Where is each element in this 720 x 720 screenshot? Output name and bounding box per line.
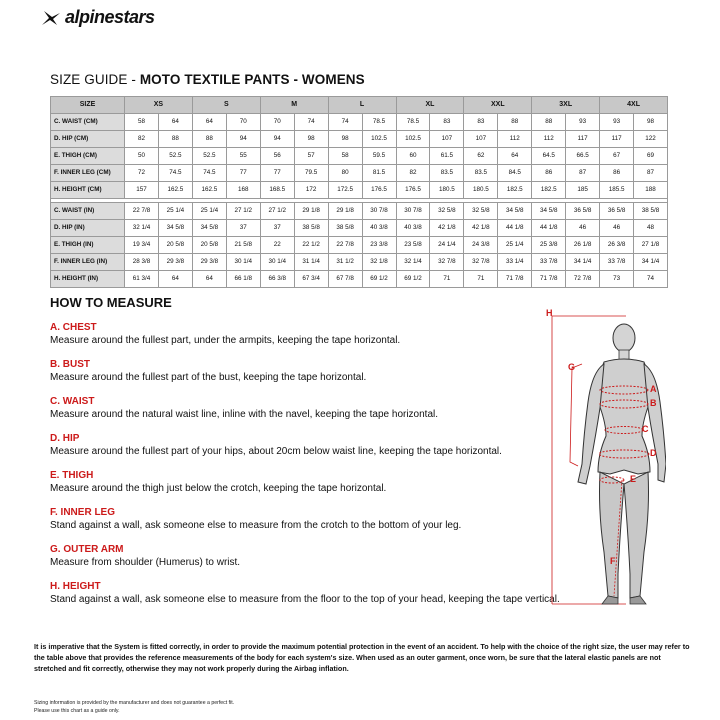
measure-description: Measure around the fullest part of the bust, keeping the tape horizontal. — [50, 372, 367, 383]
table-cell: 77 — [260, 165, 294, 182]
table-cell: 64.5 — [532, 148, 566, 165]
table-cell: 176.5 — [362, 182, 396, 199]
table-cell: 93 — [566, 114, 600, 131]
table-cell: 64 — [158, 271, 192, 288]
table-cell: 188 — [634, 182, 668, 199]
row-label: E. THIGH (CM) — [51, 148, 125, 165]
table-cell: 37 — [260, 220, 294, 237]
table-cell: 34 5/8 — [498, 203, 532, 220]
table-cell: 33 1/4 — [498, 254, 532, 271]
row-label: D. HIP (IN) — [51, 220, 125, 237]
table-cell: 44 1/8 — [532, 220, 566, 237]
row-label: H. HEIGHT (CM) — [51, 182, 125, 199]
table-cell: 29 3/8 — [192, 254, 226, 271]
measure-item — [50, 507, 570, 532]
table-cell: 83.5 — [430, 165, 464, 182]
table-cell: 74 — [294, 114, 328, 131]
measure-heading: B. BUST — [50, 359, 90, 370]
measure-description: Stand against a wall, ask someone else to measure from the crotch to the bottom of your leg. — [50, 520, 462, 531]
measure-description: Measure around the fullest part of your hips, about 20cm below waist line, keeping the tape horizontal. — [50, 446, 502, 457]
table-cell: 25 3/8 — [532, 237, 566, 254]
body-measurement-figure — [546, 308, 666, 612]
table-cell: 88 — [158, 131, 192, 148]
measure-item — [50, 322, 570, 347]
table-cell: 52.5 — [158, 148, 192, 165]
size-header-cell: XXL — [464, 97, 532, 114]
table-cell: 26 3/8 — [600, 237, 634, 254]
table-cell: 40 3/8 — [396, 220, 430, 237]
table-cell: 34 5/8 — [532, 203, 566, 220]
table-cell: 34 1/4 — [634, 254, 668, 271]
measure-description: Measure around the fullest part, under the armpits, keeping the tape horizontal. — [50, 335, 401, 346]
size-header-cell: XS — [125, 97, 193, 114]
measure-heading: E. THIGH — [50, 470, 94, 481]
row-label: C. WAIST (CM) — [51, 114, 125, 131]
table-row — [51, 220, 668, 237]
table-cell: 58 — [328, 148, 362, 165]
row-label: C. WAIST (IN) — [51, 203, 125, 220]
measure-heading: A. CHEST — [50, 322, 97, 333]
table-cell: 77 — [226, 165, 260, 182]
table-cell: 32 7/8 — [464, 254, 498, 271]
measure-item — [50, 433, 570, 458]
figure-label-g: G — [568, 362, 576, 372]
table-cell: 168.5 — [260, 182, 294, 199]
table-cell: 172.5 — [328, 182, 362, 199]
table-cell: 180.5 — [464, 182, 498, 199]
table-cell: 185 — [566, 182, 600, 199]
title-prefix: SIZE GUIDE - — [50, 72, 140, 87]
table-cell: 34 5/8 — [192, 220, 226, 237]
table-cell: 26 1/8 — [566, 237, 600, 254]
table-cell: 32 5/8 — [430, 203, 464, 220]
table-cell: 34 1/4 — [566, 254, 600, 271]
table-cell: 176.5 — [396, 182, 430, 199]
measure-item — [50, 396, 570, 421]
table-cell: 64 — [498, 148, 532, 165]
table-row — [51, 271, 668, 288]
table-cell: 32 5/8 — [464, 203, 498, 220]
size-header-cell: XL — [396, 97, 464, 114]
table-cell: 71 7/8 — [532, 271, 566, 288]
table-cell: 78.5 — [396, 114, 430, 131]
page-title — [50, 72, 365, 87]
table-cell: 71 — [430, 271, 464, 288]
table-cell: 66 3/8 — [260, 271, 294, 288]
table-cell: 71 7/8 — [498, 271, 532, 288]
row-label: H. HEIGHT (IN) — [51, 271, 125, 288]
table-cell: 24 1/4 — [430, 237, 464, 254]
table-cell: 22 — [260, 237, 294, 254]
table-cell: 55 — [226, 148, 260, 165]
measure-item — [50, 544, 570, 569]
figure-label-c: C — [642, 424, 649, 434]
size-header-cell: S — [192, 97, 260, 114]
table-cell: 27 1/8 — [634, 237, 668, 254]
measure-heading: H. HEIGHT — [50, 581, 101, 592]
table-cell: 34 5/8 — [158, 220, 192, 237]
table-cell: 182.5 — [532, 182, 566, 199]
table-cell: 87 — [566, 165, 600, 182]
table-cell: 86 — [532, 165, 566, 182]
table-cell: 32 7/8 — [430, 254, 464, 271]
table-cell: 168 — [226, 182, 260, 199]
table-cell: 22 7/8 — [125, 203, 159, 220]
row-label: D. HIP (CM) — [51, 131, 125, 148]
measure-heading: F. INNER LEG — [50, 507, 116, 518]
table-cell: 23 5/8 — [396, 237, 430, 254]
table-cell: 29 3/8 — [158, 254, 192, 271]
table-cell: 32 1/8 — [362, 254, 396, 271]
table-cell: 19 3/4 — [125, 237, 159, 254]
table-cell: 82 — [125, 131, 159, 148]
table-cell: 40 3/8 — [362, 220, 396, 237]
measure-heading: D. HIP — [50, 433, 80, 444]
table-cell: 80 — [328, 165, 362, 182]
size-header-label: SIZE — [51, 97, 125, 114]
table-cell: 112 — [498, 131, 532, 148]
table-cell: 46 — [600, 220, 634, 237]
table-cell: 20 5/8 — [192, 237, 226, 254]
table-cell: 69 1/2 — [362, 271, 396, 288]
table-cell: 66.5 — [566, 148, 600, 165]
table-row — [51, 131, 668, 148]
size-table — [50, 96, 668, 288]
table-cell: 61.5 — [430, 148, 464, 165]
table-cell: 62 — [464, 148, 498, 165]
fitting-notice: It is imperative that the System is fitted correctly, in order to provide the maximum potential protection in the event of an accident. To help with the choice of the right size, the user may refer to the table above that provides the reference measurements of the body for each system's size. When used as an outer garment, once worn, be sure that the lateral elastic panels are not stretched and fit correctly, otherwise they may not work properly during the Airbag inflation. — [34, 642, 690, 673]
table-cell: 38 5/8 — [294, 220, 328, 237]
table-cell: 98 — [294, 131, 328, 148]
table-cell: 162.5 — [158, 182, 192, 199]
table-cell: 64 — [192, 271, 226, 288]
table-cell: 30 1/4 — [260, 254, 294, 271]
table-cell: 30 7/8 — [396, 203, 430, 220]
table-cell: 107 — [430, 131, 464, 148]
table-cell: 74.5 — [192, 165, 226, 182]
measure-heading: G. OUTER ARM — [50, 544, 124, 555]
table-cell: 102.5 — [396, 131, 430, 148]
table-cell: 42 1/8 — [464, 220, 498, 237]
figure-label-b: B — [650, 398, 657, 408]
table-cell: 60 — [396, 148, 430, 165]
table-cell: 38 5/8 — [634, 203, 668, 220]
table-cell: 58 — [125, 114, 159, 131]
table-cell: 70 — [260, 114, 294, 131]
size-header-row — [51, 97, 668, 114]
table-cell: 70 — [226, 114, 260, 131]
table-cell: 30 7/8 — [362, 203, 396, 220]
table-cell: 32 1/4 — [396, 254, 430, 271]
brand-name: alpinestars — [65, 7, 155, 27]
table-row — [51, 182, 668, 199]
table-cell: 20 5/8 — [158, 237, 192, 254]
measure-description: Stand against a wall, ask someone else to measure from the floor to the top of your head, keeping the tape vertical. — [50, 594, 560, 605]
table-cell: 112 — [532, 131, 566, 148]
table-cell: 24 3/8 — [464, 237, 498, 254]
table-row — [51, 148, 668, 165]
table-cell: 82 — [396, 165, 430, 182]
table-cell: 88 — [532, 114, 566, 131]
table-cell: 74 — [634, 271, 668, 288]
table-cell: 84.5 — [498, 165, 532, 182]
table-cell: 33 7/8 — [600, 254, 634, 271]
measure-description: Measure from shoulder (Humerus) to wrist. — [50, 557, 241, 568]
size-header-cell: L — [328, 97, 396, 114]
table-cell: 59.5 — [362, 148, 396, 165]
table-cell: 117 — [600, 131, 634, 148]
table-cell: 38 5/8 — [328, 220, 362, 237]
size-table-body — [51, 114, 668, 288]
fine-print-line-1: Sizing information is provided by the manufacturer and does not guarantee a perfect fit. — [34, 700, 235, 706]
how-to-measure-heading: HOW TO MEASURE — [50, 295, 172, 310]
table-cell: 50 — [125, 148, 159, 165]
measure-heading: C. WAIST — [50, 396, 95, 407]
table-cell: 28 3/8 — [125, 254, 159, 271]
table-cell: 83 — [464, 114, 498, 131]
table-cell: 88 — [498, 114, 532, 131]
table-cell: 52.5 — [192, 148, 226, 165]
table-cell: 22 1/2 — [294, 237, 328, 254]
row-label: E. THIGH (IN) — [51, 237, 125, 254]
table-cell: 185.5 — [600, 182, 634, 199]
table-cell: 67 3/4 — [294, 271, 328, 288]
size-header-cell: M — [260, 97, 328, 114]
table-row — [51, 165, 668, 182]
table-cell: 157 — [125, 182, 159, 199]
table-cell: 29 1/8 — [294, 203, 328, 220]
figure-label-e: E — [630, 474, 637, 484]
table-cell: 57 — [294, 148, 328, 165]
table-cell: 79.5 — [294, 165, 328, 182]
table-cell: 31 1/2 — [328, 254, 362, 271]
table-cell: 46 — [566, 220, 600, 237]
table-cell: 29 1/8 — [328, 203, 362, 220]
table-cell: 93 — [600, 114, 634, 131]
table-cell: 21 5/8 — [226, 237, 260, 254]
table-cell: 66 1/8 — [226, 271, 260, 288]
table-cell: 42 1/8 — [430, 220, 464, 237]
table-cell: 36 5/8 — [600, 203, 634, 220]
table-row — [51, 114, 668, 131]
table-cell: 74.5 — [158, 165, 192, 182]
measure-item — [50, 470, 570, 495]
table-cell: 27 1/2 — [260, 203, 294, 220]
table-cell: 32 1/4 — [125, 220, 159, 237]
table-cell: 94 — [226, 131, 260, 148]
table-cell: 37 — [226, 220, 260, 237]
table-cell: 78.5 — [362, 114, 396, 131]
table-cell: 71 — [464, 271, 498, 288]
table-cell: 74 — [328, 114, 362, 131]
table-cell: 72 7/8 — [566, 271, 600, 288]
table-cell: 44 1/8 — [498, 220, 532, 237]
table-cell: 182.5 — [498, 182, 532, 199]
table-cell: 22 7/8 — [328, 237, 362, 254]
size-header-cell: 3XL — [532, 97, 600, 114]
table-cell: 81.5 — [362, 165, 396, 182]
table-cell: 64 — [192, 114, 226, 131]
table-cell: 67 — [600, 148, 634, 165]
row-label: F. INNER LEG (CM) — [51, 165, 125, 182]
table-cell: 61 3/4 — [125, 271, 159, 288]
table-cell: 31 1/4 — [294, 254, 328, 271]
table-cell: 86 — [600, 165, 634, 182]
table-cell: 98 — [328, 131, 362, 148]
figure-label-a: A — [650, 384, 657, 394]
figure-label-f: F — [610, 556, 616, 566]
table-cell: 25 1/4 — [158, 203, 192, 220]
table-row — [51, 237, 668, 254]
brand-logo — [40, 7, 155, 28]
table-cell: 25 1/4 — [498, 237, 532, 254]
table-cell: 83 — [430, 114, 464, 131]
alpinestars-star-icon — [40, 9, 62, 27]
figure-label-h: H — [546, 308, 553, 318]
title-main: MOTO TEXTILE PANTS - WOMENS — [139, 72, 365, 87]
table-cell: 67 7/8 — [328, 271, 362, 288]
table-cell: 30 1/4 — [226, 254, 260, 271]
size-header-cell: 4XL — [600, 97, 668, 114]
table-cell: 122 — [634, 131, 668, 148]
table-cell: 36 5/8 — [566, 203, 600, 220]
table-cell: 73 — [600, 271, 634, 288]
table-cell: 87 — [634, 165, 668, 182]
table-cell: 64 — [158, 114, 192, 131]
table-cell: 117 — [566, 131, 600, 148]
table-cell: 98 — [634, 114, 668, 131]
table-cell: 94 — [260, 131, 294, 148]
measure-item — [50, 581, 570, 606]
table-cell: 102.5 — [362, 131, 396, 148]
table-cell: 162.5 — [192, 182, 226, 199]
measure-description: Measure around the natural waist line, inline with the navel, keeping the tape horizontal. — [50, 409, 439, 420]
table-cell: 56 — [260, 148, 294, 165]
table-cell: 69 1/2 — [396, 271, 430, 288]
figure-label-d: D — [650, 448, 657, 458]
table-cell: 72 — [125, 165, 159, 182]
table-cell: 23 3/8 — [362, 237, 396, 254]
row-label: F. INNER LEG (IN) — [51, 254, 125, 271]
table-row — [51, 254, 668, 271]
table-cell: 180.5 — [430, 182, 464, 199]
table-cell: 33 7/8 — [532, 254, 566, 271]
body-silhouette — [546, 312, 666, 612]
table-cell: 25 1/4 — [192, 203, 226, 220]
table-cell: 83.5 — [464, 165, 498, 182]
table-cell: 107 — [464, 131, 498, 148]
table-cell: 88 — [192, 131, 226, 148]
table-cell: 27 1/2 — [226, 203, 260, 220]
measure-item — [50, 359, 570, 384]
table-cell: 48 — [634, 220, 668, 237]
table-cell: 69 — [634, 148, 668, 165]
fine-print-line-2: Please use this chart as a guide only. — [34, 708, 120, 714]
table-cell: 172 — [294, 182, 328, 199]
table-row — [51, 203, 668, 220]
measure-description: Measure around the thigh just below the crotch, keeping the tape horizontal. — [50, 483, 387, 494]
